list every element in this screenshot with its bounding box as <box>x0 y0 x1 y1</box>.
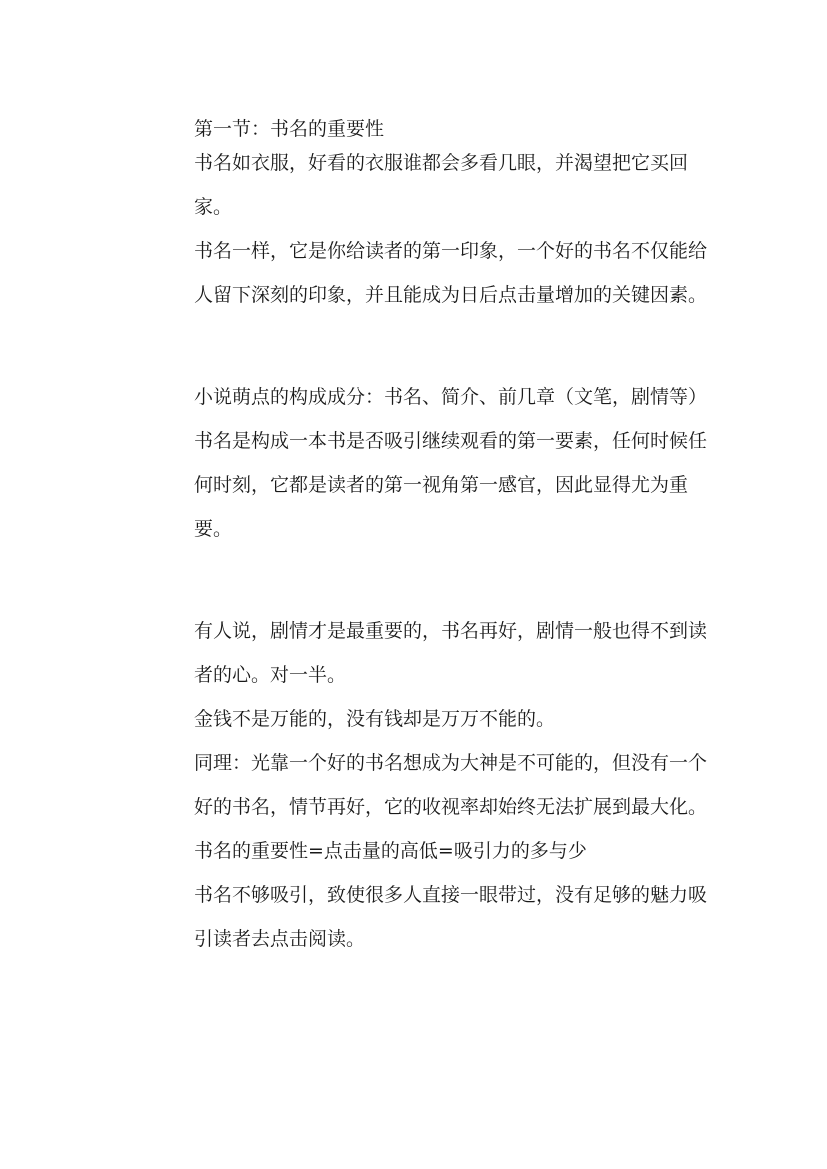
paragraph: 书名是构成一本书是否吸引继续观看的第一要素，任何时候任何时刻，它都是读者的第一视角第一感官，因此显得尤为重要。 <box>194 430 708 540</box>
paragraph: 书名一样，它是你给读者的第一印象，一个好的书名不仅能给人留下深刻的印象，并且能成为日后点击量增加的关键因素。 <box>194 240 708 306</box>
document-body <box>194 107 714 961</box>
paragraph: 小说萌点的构成成分：书名、简介、前几章（文笔，剧情等） <box>194 386 708 408</box>
paragraph-spacer <box>194 317 714 375</box>
paragraph: 书名如衣服，好看的衣服谁都会多看几眼，并渴望把它买回家。 <box>194 152 689 218</box>
paragraph: 书名的重要性=点击量的高低=吸引力的多与少 <box>194 840 587 862</box>
section-title: 第一节：书名的重要性 <box>194 118 385 140</box>
paragraph: 有人说，剧情才是最重要的，书名再好，剧情一般也得不到读者的心。对一半。 <box>194 620 708 686</box>
paragraph-spacer <box>194 551 714 609</box>
paragraph: 金钱不是万能的，没有钱却是万万不能的。 <box>194 708 556 730</box>
paragraph: 同理：光靠一个好的书名想成为大神是不可能的，但没有一个好的书名，情节再好，它的收视率却始终无法扩展到最大化。 <box>194 752 708 818</box>
paragraph: 书名不够吸引，致使很多人直接一眼带过，没有足够的魅力吸引读者去点击阅读。 <box>194 884 708 950</box>
